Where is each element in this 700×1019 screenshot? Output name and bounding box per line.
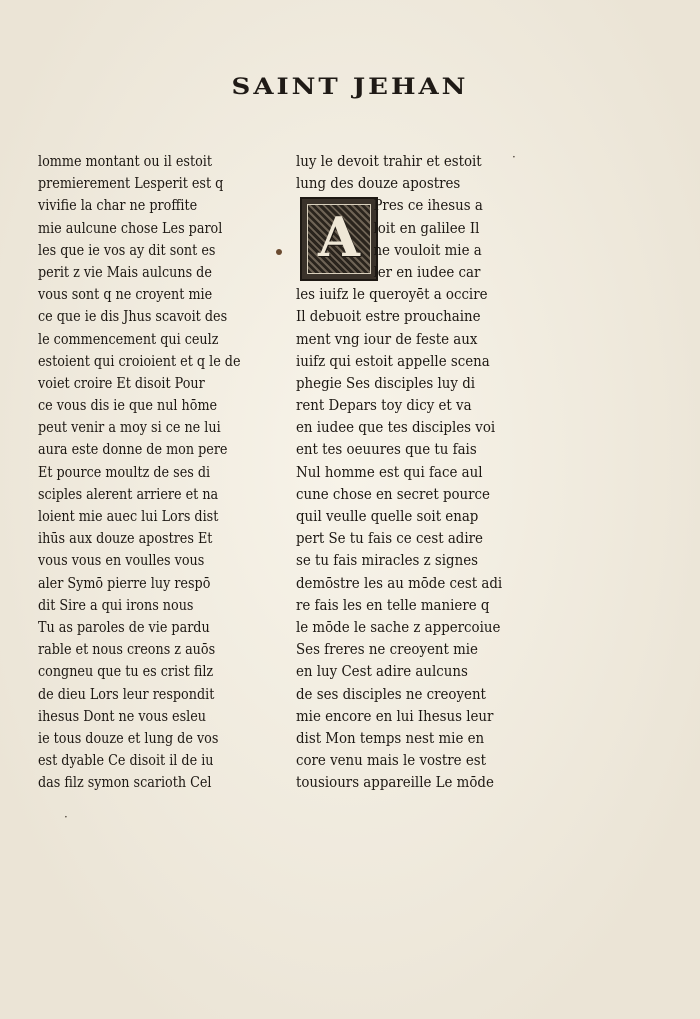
text-line: ler en iudee car: [373, 262, 481, 281]
text-line: les iuifz le queroyēt a occire: [296, 285, 488, 304]
text-line: Tu as paroles de vie pardu: [38, 617, 210, 636]
text-line: ne vouloit mie a: [373, 240, 482, 259]
text-line: mie encore en lui Ihesus leur: [296, 706, 494, 725]
text-line: core venu mais le vostre est: [296, 751, 486, 770]
text-line: pert Se tu fais ce cest adire: [296, 529, 483, 548]
right-text-column: [296, 150, 516, 793]
text-line: cune chose en secret pource: [296, 484, 490, 503]
text-line: ihesus Dont ne vous esleu: [38, 706, 206, 725]
text-line: vous vous en voulles vous: [38, 551, 205, 570]
margin-mark: ·: [64, 810, 68, 824]
initial-letter: A: [318, 205, 360, 269]
text-line: estoient qui croioient et q le de: [38, 351, 241, 370]
text-line: se tu fais miracles z signes: [296, 551, 478, 570]
text-line: lung des douze apostres: [296, 174, 461, 193]
page-header: SAINT JEHAN: [231, 74, 469, 100]
text-line: le mōde le sache z appercoiue: [296, 617, 501, 636]
text-line: le commencement qui ceulz: [38, 329, 219, 348]
text-line: iuifz qui estoit appelle scena: [296, 351, 490, 370]
text-line: loient mie auec lui Lors dist: [38, 507, 219, 525]
text-line: demōstre les au mōde cest adi: [296, 573, 503, 592]
text-line: ment vng iour de feste aux: [296, 329, 478, 348]
margin-mark: ·: [512, 150, 516, 164]
text-line: Ses freres ne creoyent mie: [296, 640, 478, 659]
text-line: das filz symon scarioth Cel: [38, 773, 212, 792]
text-line: ihūs aux douze apostres Et: [38, 529, 213, 548]
text-line: aura este donne de mon pere: [38, 440, 228, 459]
text-line: Et pource moultz de ses di: [38, 462, 211, 481]
text-line: les que ie vos ay dit sont es: [38, 240, 216, 259]
text-line: loit en galilee Il: [373, 218, 480, 237]
text-line: Pres ce ihesus a: [373, 196, 483, 215]
text-line: ce vous dis ie que nul hōme: [38, 396, 218, 415]
text-line: en luy Cest adire aulcuns: [296, 662, 468, 681]
text-line: vivifie la char ne proffite: [38, 196, 198, 215]
margin-bullet: [276, 249, 282, 255]
text-line: aler Symō pierre luy respō: [38, 573, 211, 592]
text-line: mie aulcune chose Les parol: [38, 218, 223, 237]
text-line: Nul homme est qui face aul: [296, 462, 483, 481]
text-line: dist Mon temps nest mie en: [296, 728, 485, 747]
text-line: rent Depars toy dicy et va: [296, 396, 472, 415]
text-line: rable et nous creons z auōs: [38, 640, 216, 659]
text-line: Il debuoit estre prouchaine: [296, 307, 481, 326]
text-line: vous sont q ne croyent mie: [38, 285, 213, 304]
text-line: congneu que tu es crist filz: [38, 662, 214, 681]
text-line: lomme montant ou il estoit: [38, 152, 212, 170]
text-line: est dyable Ce disoit il de iu: [38, 751, 214, 770]
text-line: sciples alerent arriere et na: [38, 484, 219, 503]
text-line: dit Sire a qui irons nous: [38, 595, 194, 614]
text-line: de ses disciples ne creoyent: [296, 684, 486, 703]
text-line: luy le devoit trahir et estoit: [296, 152, 482, 170]
text-line: peut venir a moy si ce ne lui: [38, 418, 221, 437]
left-text-column: [38, 150, 260, 793]
text-line: perit z vie Mais aulcuns de: [38, 262, 212, 281]
text-line: ie tous douze et lung de vos: [38, 728, 219, 747]
text-line: ce que ie dis Jhus scavoit des: [38, 307, 228, 326]
text-line: voiet croire Et disoit Pour: [38, 373, 205, 392]
text-line: tousiours appareille Le mōde: [296, 773, 494, 792]
text-line: ent tes oeuures que tu fais: [296, 440, 477, 459]
text-line: phegie Ses disciples luy di: [296, 373, 476, 392]
text-line: re fais les en telle maniere q: [296, 595, 490, 614]
text-line: de dieu Lors leur respondit: [38, 684, 215, 703]
text-line: en iudee que tes disciples voi: [296, 418, 496, 437]
text-line: quil veulle quelle soit enap: [296, 507, 479, 525]
text-line: premierement Lesperit est q: [38, 174, 224, 193]
